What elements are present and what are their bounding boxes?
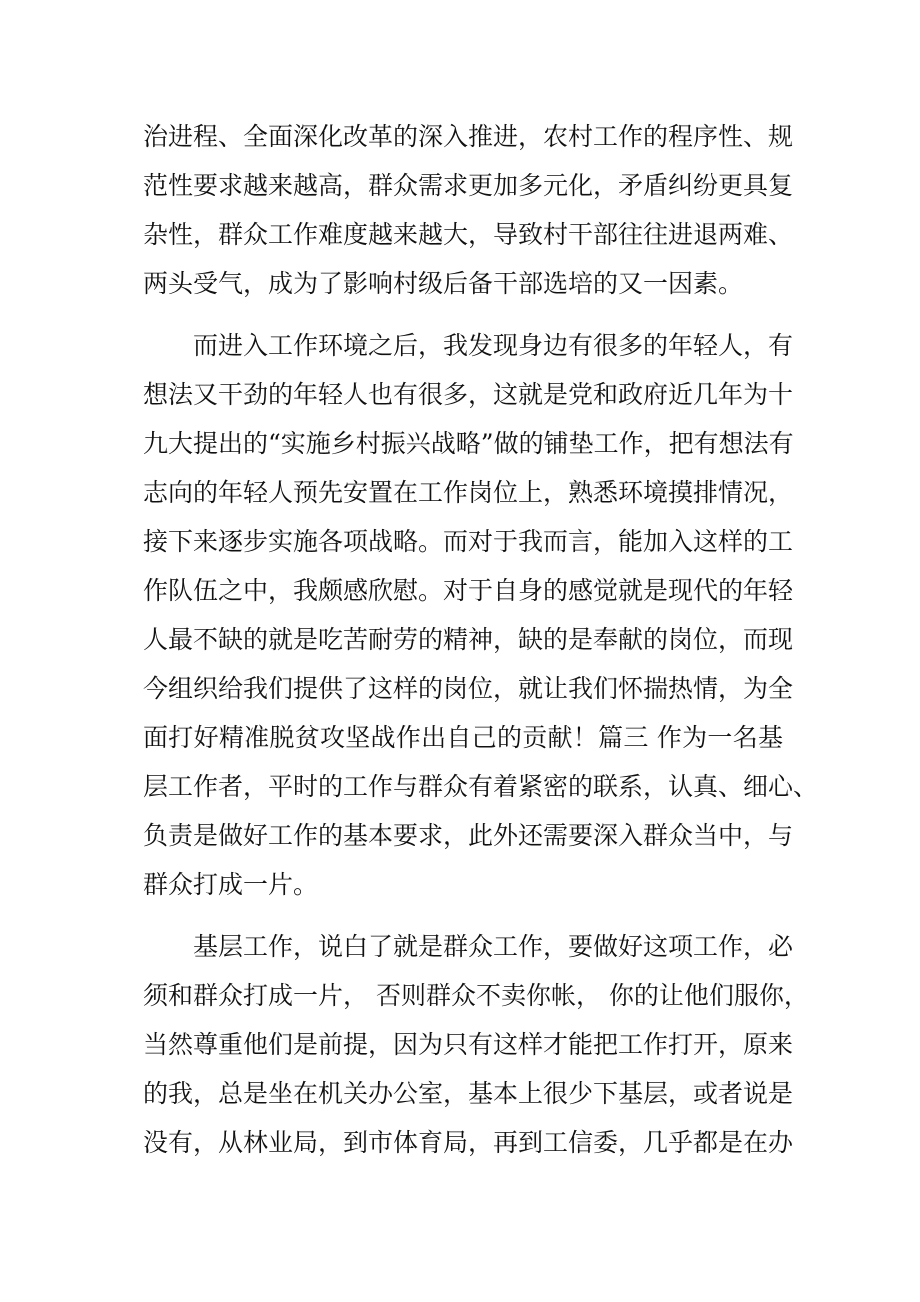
text-line: 层工作者，平时的工作与群众有着紧密的联系，认真、细心、 [143,772,819,801]
paragraph-2 [143,321,819,909]
paragraph-3 [143,922,809,1167]
text-line: 负责是做好工作的基本要求，此外还需要深入群众当中，与 [143,821,794,850]
paragraph-spacer [143,909,783,922]
text-line: 的我，总是坐在机关办公室，基本上很少下基层，或者说是 [143,1079,794,1108]
text-line: 今组织给我们提供了这样的岗位，就让我们怀揣热情，为全 [143,674,794,703]
text-line: 范性要求越来越高，群众需求更加多元化，矛盾纠纷更具复 [143,171,794,200]
text-line: 须和群众打成一片， 否则群众不卖你帐， 你的让他们服你， [143,981,809,1010]
text-line: 接下来逐步实施各项战略。而对于我而言，能加入这样的工 [143,527,794,556]
text-line: 治进程、全面深化改革的深入推进，农村工作的程序性、规 [143,122,794,151]
text-line: 群众打成一片。 [143,870,319,899]
text-line: 当然尊重他们是前提，因为只有这样才能把工作打开，原来 [143,1030,794,1059]
text-line: 想法又干劲的年轻人也有很多，这就是党和政府近几年为十 [143,380,794,409]
text-line: 没有，从林业局，到市体育局，再到工信委，几乎都是在办 [143,1128,794,1157]
text-line: 两头受气，成为了影响村级后备干部选培的又一因素。 [143,269,744,298]
text-line: 人最不缺的就是吃苦耐劳的精神，缺的是奉献的岗位，而现 [143,625,794,654]
paragraph-spacer [143,308,783,321]
text-line: 作队伍之中，我颇感欣慰。对于自身的感觉就是现代的年轻 [143,576,794,605]
text-line: 而进入工作环境之后，我发现身边有很多的年轻人，有 [193,331,794,360]
paragraph-1 [143,112,794,308]
text-line: 面打好精准脱贫攻坚战作出自己的贡献！篇三 作为一名基 [143,723,783,752]
text-line: 基层工作，说白了就是群众工作，要做好这项工作，必 [193,932,794,961]
text-line: 志向的年轻人预先安置在工作岗位上，熟悉环境摸排情况， [143,478,794,507]
document-body [143,112,819,1167]
text-line: 杂性，群众工作难度越来越大，导致村干部往往进退两难、 [143,220,794,249]
text-line: 九大提出的“实施乡村振兴战略”做的铺垫工作，把有想法有 [143,429,794,458]
